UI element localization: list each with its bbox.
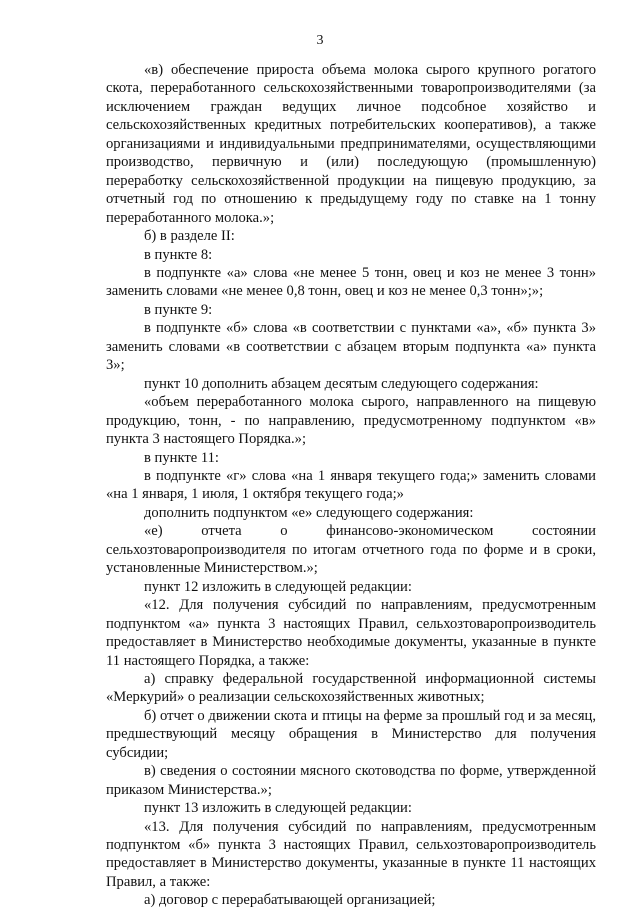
paragraph-point-12-item-b: б) отчет о движении скота и птицы на ферме за прошлый год и за месяц, предшествующий месяцу обращения в Министерство для получения субсидии; — [106, 707, 596, 761]
paragraph-add-subpoint-e: дополнить подпунктом «е» следующего содержания: — [144, 504, 474, 521]
paragraph-point-13-item-a: а) договор с перерабатывающей организацией; — [144, 892, 436, 909]
paragraph-point-12-item-v: в) сведения о состоянии мясного скотоводства по форме, утвержденной приказом Министерства.»; — [106, 763, 596, 798]
paragraph-point-11-subpoint-g: в подпункте «г» слова «на 1 января текущего года;» заменить словами «на 1 января, 1 июля, 1 октября текущего года;» — [106, 467, 596, 503]
paragraph-point-10: пункт 10 дополнить абзацем десятым следующего содержания: — [144, 375, 539, 392]
paragraph-point-12-text: «12. Для получения субсидий по направлениям, предусмотренным подпунктом «а» пункта 3 настоящих Правил, сельхозтоваропроизводитель предоставляет в Министерство необходимые документы, указанные в пункте 11 настоящего Порядка, а также: — [106, 597, 596, 669]
document-body — [106, 61, 596, 910]
paragraph-point-13-text: «13. Для получения субсидий по направлениям, предусмотренным подпунктом «б» пункта 3 настоящих Правил, сельхозтоваропроизводитель предоставляет в Министерство документы, указанные в пункте 11 настоящих Правил, а также: — [106, 818, 596, 890]
paragraph-point-9: в пункте 9: — [144, 301, 213, 318]
paragraph-point-13: пункт 13 изложить в следующей редакции: — [144, 800, 412, 817]
paragraph-subpoint-e-text: «е) отчета о финансово-экономическом состоянии сельхозтоваропроизводителя по итогам отчетного года по форме и в сроки, установленные Министерством.»; — [106, 523, 596, 577]
paragraph-point-9-subpoint-b: в подпункте «б» слова «в соответствии с пунктами «а», «б» пункта 3» заменить словами «в соответствии с абзацем вторым подпункта «а» пункта 3»; — [106, 320, 596, 374]
paragraph-point-12-item-a: а) справку федеральной государственной информационной системы «Меркурий» о реализации сельскохозяйственных животных; — [106, 670, 596, 706]
paragraph-point-8: в пункте 8: — [144, 246, 213, 263]
paragraph-point-8-subpoint-a: в подпункте «а» слова «не менее 5 тонн, овец и коз не менее 3 тонн» заменить словами «не менее 0,8 тонн, овец и коз не менее 0,3 тонн»;»; — [106, 264, 596, 300]
paragraph-section-2: б) в разделе II: — [144, 228, 235, 245]
paragraph-point-11: в пункте 11: — [144, 449, 219, 466]
paragraph-point-10-text: «объем переработанного молока сырого, направленного на пищевую продукцию, тонн, - по направлению, предусмотренному подпунктом «в» пункта 3 настоящего Порядка.»; — [106, 394, 596, 448]
paragraph-point-12: пункт 12 изложить в следующей редакции: — [144, 578, 412, 595]
page-number: 3 — [316, 33, 324, 48]
paragraph-milk-direction: «в) обеспечение прироста объема молока сырого крупного рогатого скота, переработанного сельскохозяйственными товаропроизводителями (за исключением граждан ведущих личное подсобное хозяйство и сельскохозяйственных кредитных потребительских кооперативов), а также организациями и индивидуальными предпринимателями, осуществляющими производство, первичную и (или) последующую (промышленную) переработку сельскохозяйственной продукции на пищевую продукцию, за отчетный год по отношению к предыдущему году по ставке на 1 тонну переработанного молока.»; — [106, 62, 596, 226]
